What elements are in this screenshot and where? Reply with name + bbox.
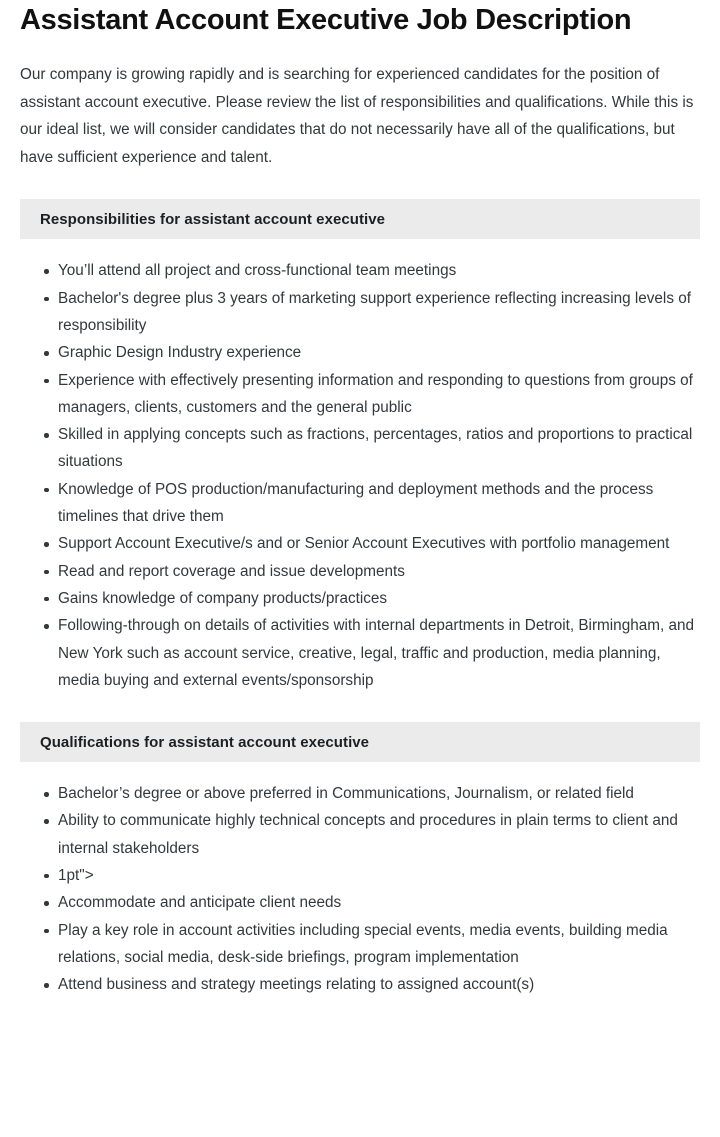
- list-item: You’ll attend all project and cross-functional team meetings: [20, 257, 700, 284]
- section-qualifications: [20, 722, 700, 998]
- list-item: Graphic Design Industry experience: [20, 339, 700, 366]
- list-item: 1pt">: [20, 862, 700, 889]
- list-item: Attend business and strategy meetings relating to assigned account(s): [20, 971, 700, 998]
- section-heading-qualifications: Qualifications for assistant account executive: [20, 722, 700, 762]
- list-item: Gains knowledge of company products/practices: [20, 585, 700, 612]
- bottom-spacer: [20, 998, 700, 1008]
- list-item: Knowledge of POS production/manufacturing and deployment methods and the process timelines that drive them: [20, 476, 700, 531]
- qualifications-list: [20, 780, 700, 998]
- list-item: Play a key role in account activities including special events, media events, building media relations, social media, desk-side briefings, program implementation: [20, 917, 700, 972]
- list-item: Support Account Executive/s and or Senior Account Executives with portfolio management: [20, 530, 700, 557]
- section-responsibilities: [20, 199, 700, 694]
- list-item: Read and report coverage and issue developments: [20, 558, 700, 585]
- list-item: Following-through on details of activities with internal departments in Detroit, Birmingham, and New York such as account service, creative, legal, traffic and production, media planning, media buying and external events/sponsorship: [20, 612, 700, 694]
- list-item: Accommodate and anticipate client needs: [20, 889, 700, 916]
- page-title: Assistant Account Executive Job Description: [20, 4, 632, 36]
- list-item: Ability to communicate highly technical concepts and procedures in plain terms to client and internal stakeholders: [20, 807, 700, 862]
- list-item: Bachelor’s degree or above preferred in Communications, Journalism, or related field: [20, 780, 700, 807]
- section-heading-responsibilities: Responsibilities for assistant account executive: [20, 199, 700, 239]
- list-item: Skilled in applying concepts such as fractions, percentages, ratios and proportions to practical situations: [20, 421, 700, 476]
- intro-paragraph: Our company is growing rapidly and is searching for experienced candidates for the position of assistant account executive. Please review the list of responsibilities and qualifications. While this is our ideal list, we will consider candidates that do not necessarily have all of the qualifications, but have sufficient experience and talent.: [20, 66, 694, 166]
- responsibilities-list: [20, 257, 700, 694]
- list-item: Bachelor's degree plus 3 years of marketing support experience reflecting increasing levels of responsibility: [20, 285, 700, 340]
- list-item: Experience with effectively presenting information and responding to questions from groups of managers, clients, customers and the general public: [20, 367, 700, 422]
